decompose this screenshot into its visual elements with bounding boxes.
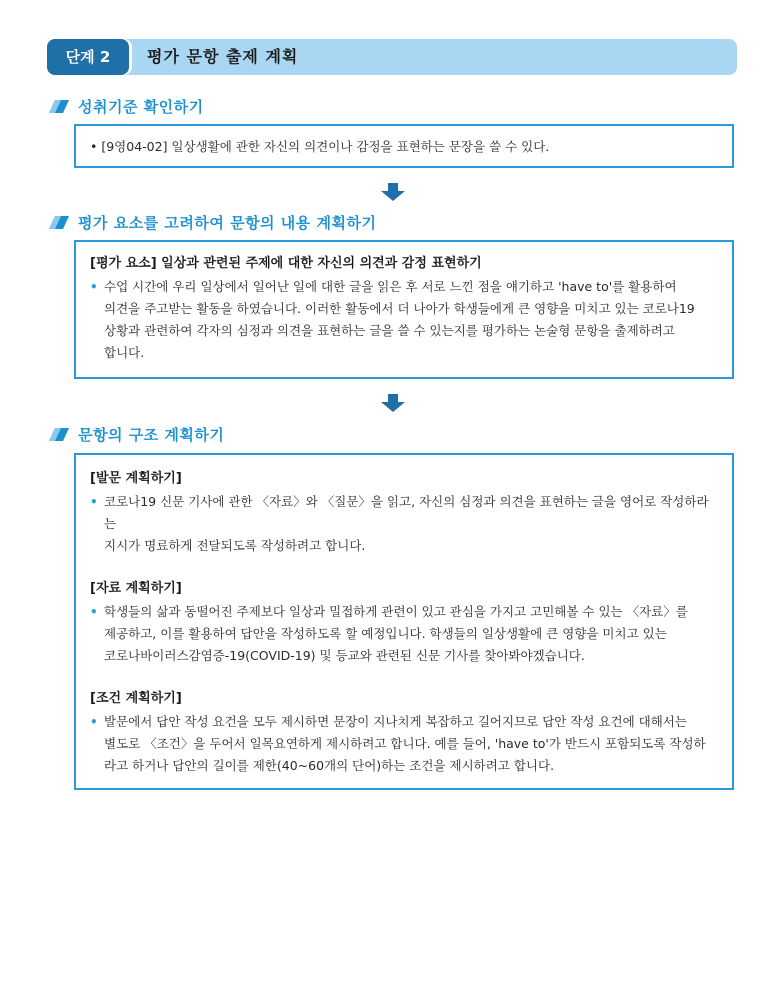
paragraph-line: • 코로나19 신문 기사에 관한 〈자료〉와 〈질문〉을 읽고, 자신의 심정과 의견을 표현하는 글을 영어로 작성하라는	[90, 491, 718, 535]
stage-badge: 단계 2	[47, 39, 129, 75]
stage-header	[47, 39, 737, 75]
block-title: [조건 계획하기]	[90, 691, 182, 706]
bullet-dot-icon: •	[90, 715, 98, 729]
evaluation-element-title: [평가 요소] 일상과 관련된 주제에 대한 자신의 의견과 감정 표현하기	[90, 256, 482, 271]
question-plan-block	[90, 469, 718, 557]
bullet-dot-icon: •	[90, 605, 98, 619]
paragraph-line: 상황과 관련하여 각자의 심정과 의견을 표현하는 글을 쓸 수 있는지를 평가하는 논술형 문항을 출제하려고	[104, 323, 675, 338]
achievement-box	[74, 124, 734, 168]
bullet-dot-icon: •	[90, 495, 98, 509]
diamond-bullet-icon	[49, 428, 69, 441]
paragraph-line: 코로나바이러스감염증-19(COVID-19) 및 등교와 관련된 신문 기사를 찾아봐야겠습니다.	[104, 648, 585, 663]
block-title: [발문 계획하기]	[90, 471, 182, 486]
section-head-achievement	[49, 95, 204, 117]
section-title: 평가 요소를 고려하여 문항의 내용 계획하기	[78, 213, 377, 232]
paragraph-line: 별도로 〈조건〉을 두어서 일목요연하게 제시하려고 합니다. 예를 들어, 'have to'가 반드시 포함되도록 작성하	[104, 736, 706, 751]
paragraph-line: 라고 하거나 답안의 길이를 제한(40~60개의 단어)하는 조건을 제시하려고 합니다.	[104, 758, 555, 773]
section-title: 성취기준 확인하기	[78, 97, 204, 116]
section-head-content-plan	[49, 211, 376, 233]
paragraph-line: • 수업 시간에 우리 일상에서 일어난 일에 대한 글을 읽은 후 서로 느낀 점을 얘기하고 'have to'를 활용하여	[90, 276, 718, 298]
down-arrow-icon	[380, 183, 406, 201]
material-plan-block	[90, 579, 718, 667]
paragraph-line: 의견을 주고받는 활동을 하였습니다. 이러한 활동에서 더 나아가 학생들에게 큰 영향을 미치고 있는 코로나19	[104, 301, 695, 316]
structure-plan-box	[74, 453, 734, 790]
condition-plan-block	[90, 689, 718, 777]
content-plan-box	[74, 240, 734, 379]
stage-title: 평가 문항 출제 계획	[147, 47, 299, 66]
paragraph-line: 지시가 명료하게 전달되도록 작성하려고 합니다.	[104, 538, 366, 553]
achievement-text: • [9영04-02] 일상생활에 관한 자신의 의견이나 감정을 표현하는 문장을 쓸 수 있다.	[90, 139, 550, 154]
block-title: [자료 계획하기]	[90, 581, 182, 596]
paragraph-line: • 발문에서 답안 작성 요건을 모두 제시하면 문장이 지나치게 복잡하고 길어지므로 답안 작성 요건에 대해서는	[90, 711, 718, 733]
bullet-dot-icon: •	[90, 280, 98, 294]
diamond-bullet-icon	[49, 216, 69, 229]
paragraph-line: • 학생들의 삶과 동떨어진 주제보다 일상과 밀접하게 관련이 있고 관심을 가지고 고민해볼 수 있는 〈자료〉를	[90, 601, 718, 623]
paragraph-line: 제공하고, 이를 활용하여 답안을 작성하도록 할 예정입니다. 학생들의 일상생활에 큰 영향을 미치고 있는	[104, 626, 667, 641]
paragraph-line: 합니다.	[104, 345, 145, 360]
down-arrow-icon	[380, 394, 406, 412]
diamond-bullet-icon	[49, 100, 69, 113]
section-head-structure-plan	[49, 423, 224, 445]
section-title: 문항의 구조 계획하기	[78, 425, 225, 444]
